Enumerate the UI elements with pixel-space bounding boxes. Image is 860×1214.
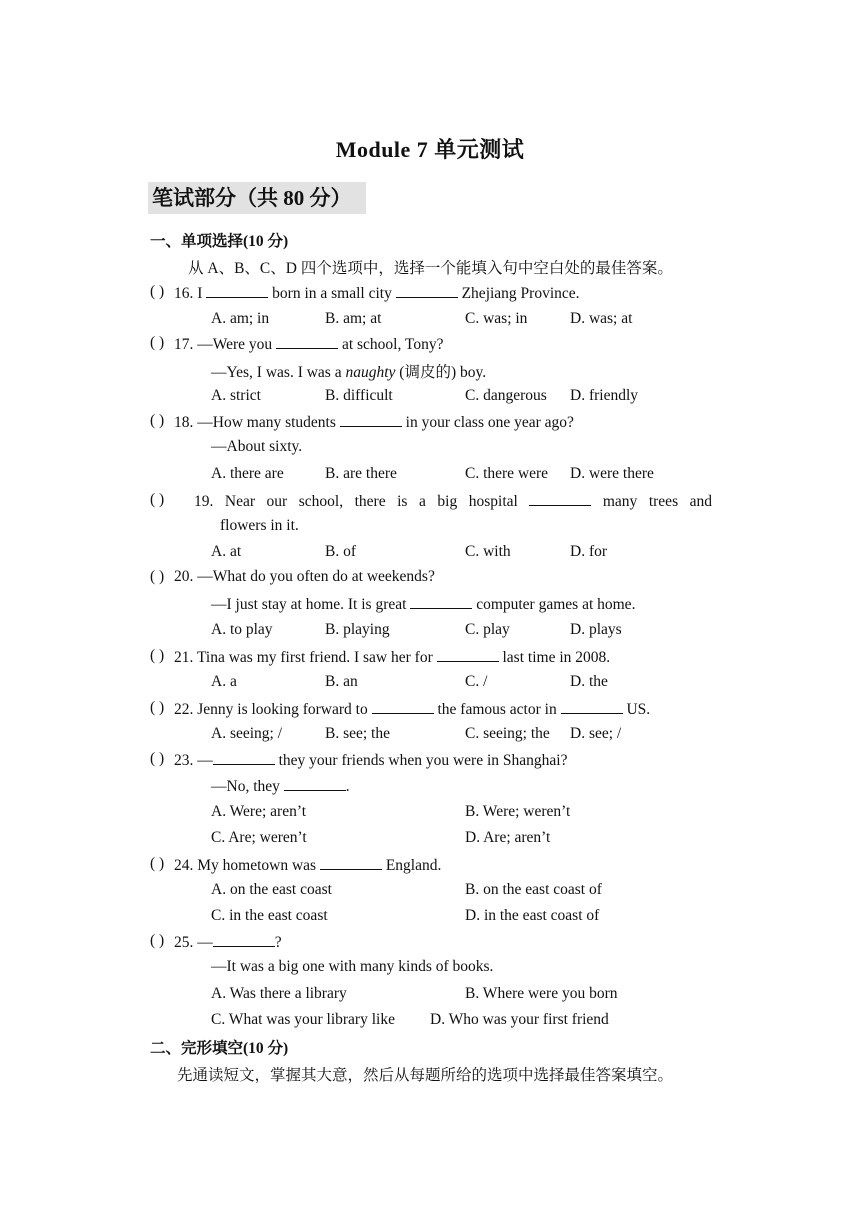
stem-text: the famous actor in bbox=[433, 701, 561, 718]
option-d: D. plays bbox=[570, 621, 622, 638]
option-c: C. there were bbox=[465, 465, 549, 482]
blank bbox=[372, 699, 434, 714]
question-19-line-2: flowers in it. bbox=[220, 517, 299, 534]
part-banner: 笔试部分（共 80 分） bbox=[148, 182, 366, 214]
question-stem bbox=[174, 932, 712, 952]
stem-text: —No, they bbox=[211, 778, 284, 795]
option-b: B. playing bbox=[325, 621, 390, 638]
question-number: 23. bbox=[174, 752, 194, 769]
stem-text: they your friends when you were in Shanghai? bbox=[274, 752, 568, 769]
answer-bracket[interactable]: ( ) bbox=[150, 647, 165, 664]
blank bbox=[437, 647, 499, 662]
stem-text: computer games at home. bbox=[472, 596, 636, 613]
stem-text: —How many students bbox=[197, 414, 340, 431]
option-d: D. see; / bbox=[570, 725, 622, 742]
stem-text: — bbox=[197, 934, 213, 951]
question-number: 21. bbox=[174, 649, 194, 666]
blank bbox=[284, 776, 346, 791]
answer-bracket[interactable]: ( ) bbox=[150, 699, 165, 716]
section-1-heading: 一、单项选择(10 分) bbox=[150, 233, 289, 250]
stem-text: last time in 2008. bbox=[498, 649, 611, 666]
stem-text: (调皮的) boy. bbox=[395, 364, 487, 381]
section-2-instruction: 先通读短文，掌握其大意，然后从每题所给的选项中选择最佳答案填空。 bbox=[177, 1067, 674, 1084]
option-c: C. with bbox=[465, 543, 511, 560]
answer-bracket[interactable]: ( ) bbox=[150, 568, 165, 585]
stem-text: at school, Tony? bbox=[338, 336, 444, 353]
blank bbox=[410, 594, 472, 609]
blank bbox=[561, 699, 623, 714]
question-number: 22. bbox=[174, 701, 194, 718]
stem-text: in your class one year ago? bbox=[401, 414, 574, 431]
stem-text: ? bbox=[274, 934, 282, 951]
blank bbox=[213, 750, 275, 765]
question-stem bbox=[174, 334, 712, 354]
question-stem bbox=[174, 283, 712, 303]
option-b: B. Were; weren’t bbox=[465, 803, 571, 820]
stem-text: —I just stay at home. It is great bbox=[211, 596, 411, 613]
option-c: C. seeing; the bbox=[465, 725, 550, 742]
option-d: D. friendly bbox=[570, 387, 639, 404]
question-stem bbox=[174, 855, 712, 875]
option-d: D. for bbox=[570, 543, 608, 560]
question-stem bbox=[174, 412, 712, 432]
stem-text: . bbox=[345, 778, 350, 795]
option-a: A. seeing; / bbox=[211, 725, 283, 742]
option-c: C. What was your library like bbox=[211, 1011, 395, 1028]
question-stem bbox=[174, 647, 712, 667]
option-c: C. in the east coast bbox=[211, 907, 328, 924]
question-20-line-2 bbox=[211, 594, 635, 614]
option-d: D. Are; aren’t bbox=[465, 829, 551, 846]
blank bbox=[396, 283, 458, 298]
option-d: D. Who was your first friend bbox=[430, 1011, 609, 1028]
question-number: 19. bbox=[194, 493, 214, 510]
stem-text: Zhejiang Province. bbox=[457, 285, 580, 302]
option-b: B. of bbox=[325, 543, 356, 560]
option-b: B. are there bbox=[325, 465, 397, 482]
stem-text: — bbox=[197, 752, 213, 769]
option-c: C. play bbox=[465, 621, 510, 638]
answer-bracket[interactable]: ( ) bbox=[150, 334, 165, 351]
option-a: A. to play bbox=[211, 621, 273, 638]
option-c: C. Are; weren’t bbox=[211, 829, 307, 846]
stem-italic-word: naughty bbox=[345, 364, 396, 381]
answer-bracket[interactable]: ( ) bbox=[150, 855, 165, 872]
question-stem bbox=[194, 491, 712, 511]
answer-bracket[interactable]: ( ) bbox=[150, 750, 165, 767]
option-a: A. strict bbox=[211, 387, 261, 404]
stem-text: Tina was my first friend. I saw her for bbox=[196, 649, 437, 666]
stem-text: England. bbox=[381, 857, 442, 874]
question-number: 25. bbox=[174, 934, 194, 951]
answer-bracket[interactable]: ( ) bbox=[150, 283, 165, 300]
stem-text: born in a small city bbox=[268, 285, 396, 302]
option-d: D. in the east coast of bbox=[465, 907, 600, 924]
option-d: D. were there bbox=[570, 465, 654, 482]
option-a: A. Were; aren’t bbox=[211, 803, 307, 820]
stem-text: Jenny is looking forward to bbox=[197, 701, 372, 718]
stem-text: many trees and bbox=[591, 493, 713, 510]
option-a: A. at bbox=[211, 543, 242, 560]
blank bbox=[213, 932, 275, 947]
blank bbox=[276, 334, 338, 349]
option-b: B. see; the bbox=[325, 725, 390, 742]
stem-text: US. bbox=[622, 701, 651, 718]
stem-text: —Yes, I was. I was a bbox=[211, 364, 346, 381]
question-number: 16. bbox=[174, 285, 194, 302]
question-stem bbox=[174, 699, 712, 719]
blank bbox=[206, 283, 268, 298]
stem-text: Near our school, there is a big hospital bbox=[224, 493, 530, 510]
section-2-heading: 二、完形填空(10 分) bbox=[150, 1040, 289, 1057]
section-1-instruction: 从 A、B、C、D 四个选项中，选择一个能填入句中空白处的最佳答案。 bbox=[188, 260, 673, 277]
question-number: 18. bbox=[174, 414, 194, 431]
answer-bracket[interactable]: ( ) bbox=[150, 412, 165, 429]
option-a: A. there are bbox=[211, 465, 284, 482]
question-stem bbox=[174, 568, 712, 586]
option-c: C. / bbox=[465, 673, 488, 690]
option-d: D. was; at bbox=[570, 310, 633, 327]
option-b: B. Where were you born bbox=[465, 985, 618, 1002]
option-a: A. a bbox=[211, 673, 237, 690]
blank bbox=[320, 855, 382, 870]
option-a: A. on the east coast bbox=[211, 881, 332, 898]
question-23-line-2 bbox=[211, 776, 350, 796]
blank bbox=[529, 491, 591, 506]
stem-text: —What do you often do at weekends? bbox=[197, 568, 435, 585]
question-17-line-2 bbox=[211, 360, 486, 382]
option-b: B. on the east coast of bbox=[465, 881, 602, 898]
question-stem bbox=[174, 750, 712, 770]
blank bbox=[340, 412, 402, 427]
stem-text: I bbox=[197, 285, 207, 302]
stem-text: My hometown was bbox=[197, 857, 320, 874]
option-b: B. an bbox=[325, 673, 358, 690]
option-b: B. am; at bbox=[325, 310, 382, 327]
option-b: B. difficult bbox=[325, 387, 393, 404]
answer-bracket[interactable]: ( ) bbox=[150, 491, 165, 508]
page-title: Module 7 单元测试 bbox=[335, 137, 525, 162]
answer-bracket[interactable]: ( ) bbox=[150, 932, 165, 949]
option-a: A. Was there a library bbox=[211, 985, 347, 1002]
question-number: 24. bbox=[174, 857, 194, 874]
question-number: 17. bbox=[174, 336, 194, 353]
question-18-line-2: —About sixty. bbox=[211, 438, 303, 455]
stem-text: —Were you bbox=[197, 336, 277, 353]
question-25-line-2: —It was a big one with many kinds of books. bbox=[211, 958, 494, 975]
option-c: C. was; in bbox=[465, 310, 528, 327]
question-number: 20. bbox=[174, 568, 194, 585]
option-c: C. dangerous bbox=[465, 387, 547, 404]
option-d: D. the bbox=[570, 673, 608, 690]
option-a: A. am; in bbox=[211, 310, 270, 327]
